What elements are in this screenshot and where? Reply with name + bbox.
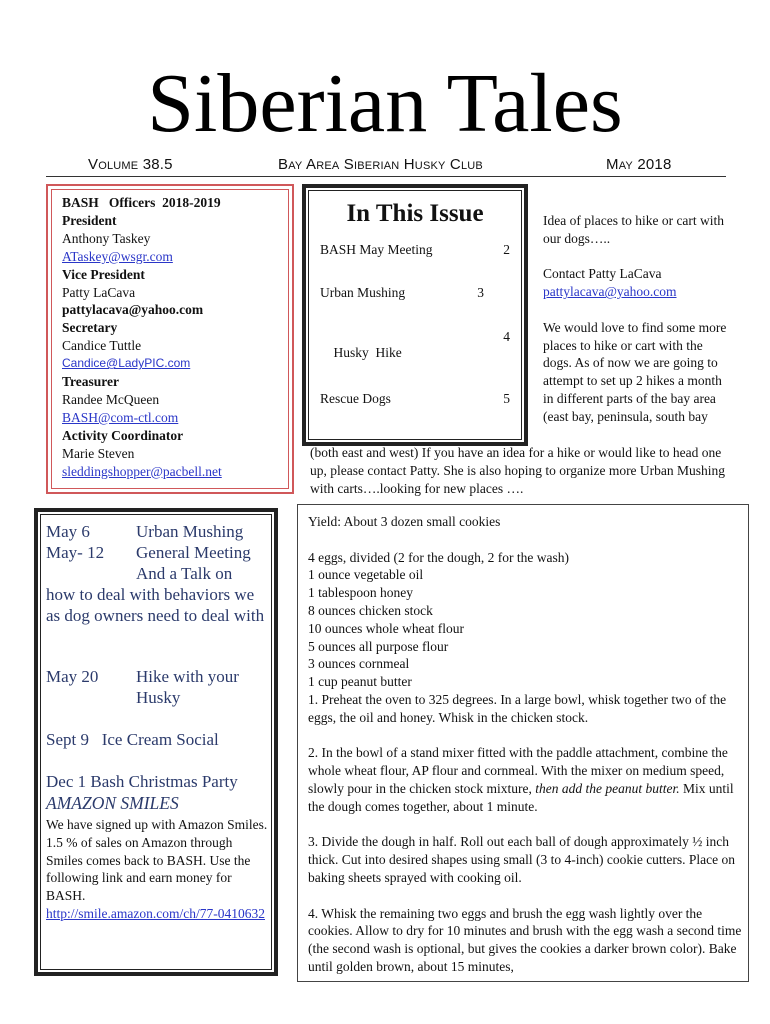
- recipe-step-2-text-end: Mix until the dough comes together, about 1 minute.: [308, 780, 734, 814]
- issue-date: May 2018: [606, 156, 672, 173]
- toc-item-label: Rescue Dogs: [320, 391, 391, 406]
- event-title: Urban Mushing: [136, 522, 244, 541]
- officers-list: [62, 194, 222, 481]
- event-date: May 6: [46, 522, 90, 541]
- amazon-smiles-link[interactable]: http://smile.amazon.com/ch/77-0410632: [46, 905, 265, 921]
- officer-name: Patty LaCava: [62, 284, 136, 300]
- toc-item-label: Urban Mushing: [320, 285, 406, 300]
- hike-article-intro: Idea of places to hike or cart with our dogs…..: [543, 213, 725, 246]
- officer-role: Vice President: [62, 266, 145, 282]
- event-item: Sept 9 Ice Cream Social: [46, 730, 219, 749]
- event-date: May- 12: [46, 543, 105, 562]
- ingredient-item: 1 tablespoon honey: [308, 585, 413, 601]
- recipe-step-4: 4. Whisk the remaining two eggs and brush the egg wash lightly over the cookies. Allow to dry for 10 minutes and brush with the egg wash a second time (the second wash is optional, but gives the cookies a darker brown color). Bake until golden brown, about 15 minutes,: [308, 905, 742, 974]
- toc-item-page: 4: [503, 329, 510, 344]
- officer-role: Secretary: [62, 320, 118, 336]
- ingredient-item: 5 ounces all purpose flour: [308, 638, 449, 654]
- recipe-yield: Yield: About 3 dozen small cookies: [308, 514, 501, 529]
- officer-name: Anthony Taskey: [62, 230, 151, 246]
- ingredient-item: 4 eggs, divided (2 for the dough, 2 for the wash): [308, 549, 569, 565]
- ingredient-item: 1 cup peanut butter: [308, 674, 412, 690]
- ingredient-item: 3 ounces cornmeal: [308, 656, 410, 672]
- events-box: [34, 508, 278, 976]
- recipe-step-2-text: 2. In the bowl of a stand mixer fitted with the paddle attachment, combine the whole wheat flour, AP flour and cornmeal. With the mixer on medium speed, slowly pour in the chicken stock mixture,: [308, 745, 728, 796]
- event-title: General Meeting: [136, 543, 251, 562]
- volume-label: Volume 38.5: [88, 156, 173, 173]
- amazon-smiles-description: We have signed up with Amazon Smiles. 1.5 % of sales on Amazon through Smiles comes back to BASH. Use the following link and earn money for BASH.: [46, 817, 268, 904]
- officers-heading: BASH Officers 2018-2019: [62, 195, 221, 210]
- toc-item-label: Husky Hike: [333, 345, 402, 360]
- toc-item-page: 3: [477, 285, 484, 300]
- ingredient-item: 8 ounces chicken stock: [308, 602, 433, 618]
- officer-role: Treasurer: [62, 374, 119, 390]
- ingredient-item: 10 ounces whole wheat flour: [308, 620, 464, 636]
- hike-article-contact: Contact Patty LaCava: [543, 266, 662, 282]
- amazon-smiles-heading: AMAZON SMILES: [46, 793, 179, 813]
- toc-item-label: BASH May Meeting: [320, 242, 433, 257]
- toc-item[interactable]: [320, 391, 510, 407]
- recipe-step-2-italic: then add the peanut butter.: [535, 780, 680, 796]
- event-detail: how to deal with behaviors we as dog owners need to deal with: [46, 585, 265, 625]
- officer-email-link[interactable]: ATaskey@wsgr.com: [62, 248, 173, 264]
- toc-item-page: 5: [503, 391, 510, 406]
- recipe-content: [308, 513, 744, 976]
- club-name: Bay Area Siberian Husky Club: [278, 156, 483, 173]
- recipe-step-2: [308, 744, 744, 815]
- officer-role: President: [62, 212, 117, 228]
- event-title: Husky: [136, 688, 181, 707]
- officer-name: Candice Tuttle: [62, 338, 142, 354]
- toc-item-page: 2: [503, 242, 510, 257]
- contact-email-link[interactable]: pattylacava@yahoo.com: [543, 284, 677, 300]
- recipe-step-1: 1. Preheat the oven to 325 degrees. In a large bowl, whisk together two of the eggs, the oil and honey. Whisk in the chicken stock.: [308, 691, 727, 725]
- officer-name: Randee McQueen: [62, 391, 160, 407]
- amazon-smiles-text: [46, 816, 272, 923]
- newsletter-title: Siberian Tales: [147, 57, 623, 150]
- toc-item[interactable]: [320, 285, 510, 301]
- ingredient-item: 1 ounce vegetable oil: [308, 567, 424, 583]
- masthead-rule: [46, 176, 726, 177]
- officers-box: [46, 184, 294, 494]
- recipe-box: [297, 504, 749, 982]
- hike-article: [543, 212, 733, 426]
- event-detail: And a Talk on: [136, 564, 233, 583]
- hike-article-continued: (both east and west) If you have an idea for a hike or would like to head one up, please contact Patty. She is also hoping to organize more Urban Mushing with carts….looking for new places ….: [310, 445, 726, 496]
- toc-item[interactable]: [320, 329, 510, 393]
- event-item: Dec 1 Bash Christmas Party: [46, 772, 238, 791]
- officer-role: Activity Coordinator: [62, 427, 184, 443]
- recipe-step-3: 3. Divide the dough in half. Roll out each ball of dough approximately ½ inch thick. Cut into desired shapes using small (3 to 4-inch) cookie cutters. Place on baking sheets sprayed with cooking oil.: [308, 834, 736, 885]
- hike-article-body: We would love to find some more places to hike or cart with the dogs. As of now we are going to attempt to set up 2 hikes a month in different parts of the bay area (east bay, peninsula, south bay: [543, 319, 727, 424]
- in-this-issue-box: [302, 184, 528, 446]
- toc-item[interactable]: [320, 242, 510, 258]
- in-this-issue-title: In This Issue: [346, 200, 484, 227]
- officer-email-link[interactable]: sleddingshopper@pacbell.net: [62, 463, 222, 479]
- officer-email: pattylacava@yahoo.com: [62, 302, 204, 318]
- officer-email-link[interactable]: BASH@com-ctl.com: [62, 409, 179, 425]
- event-date: May 20: [46, 667, 99, 686]
- officer-email-link[interactable]: Candice@LadyPIC.com: [62, 356, 191, 371]
- officer-name: Marie Steven: [62, 445, 135, 461]
- event-title: Hike with your: [136, 667, 239, 686]
